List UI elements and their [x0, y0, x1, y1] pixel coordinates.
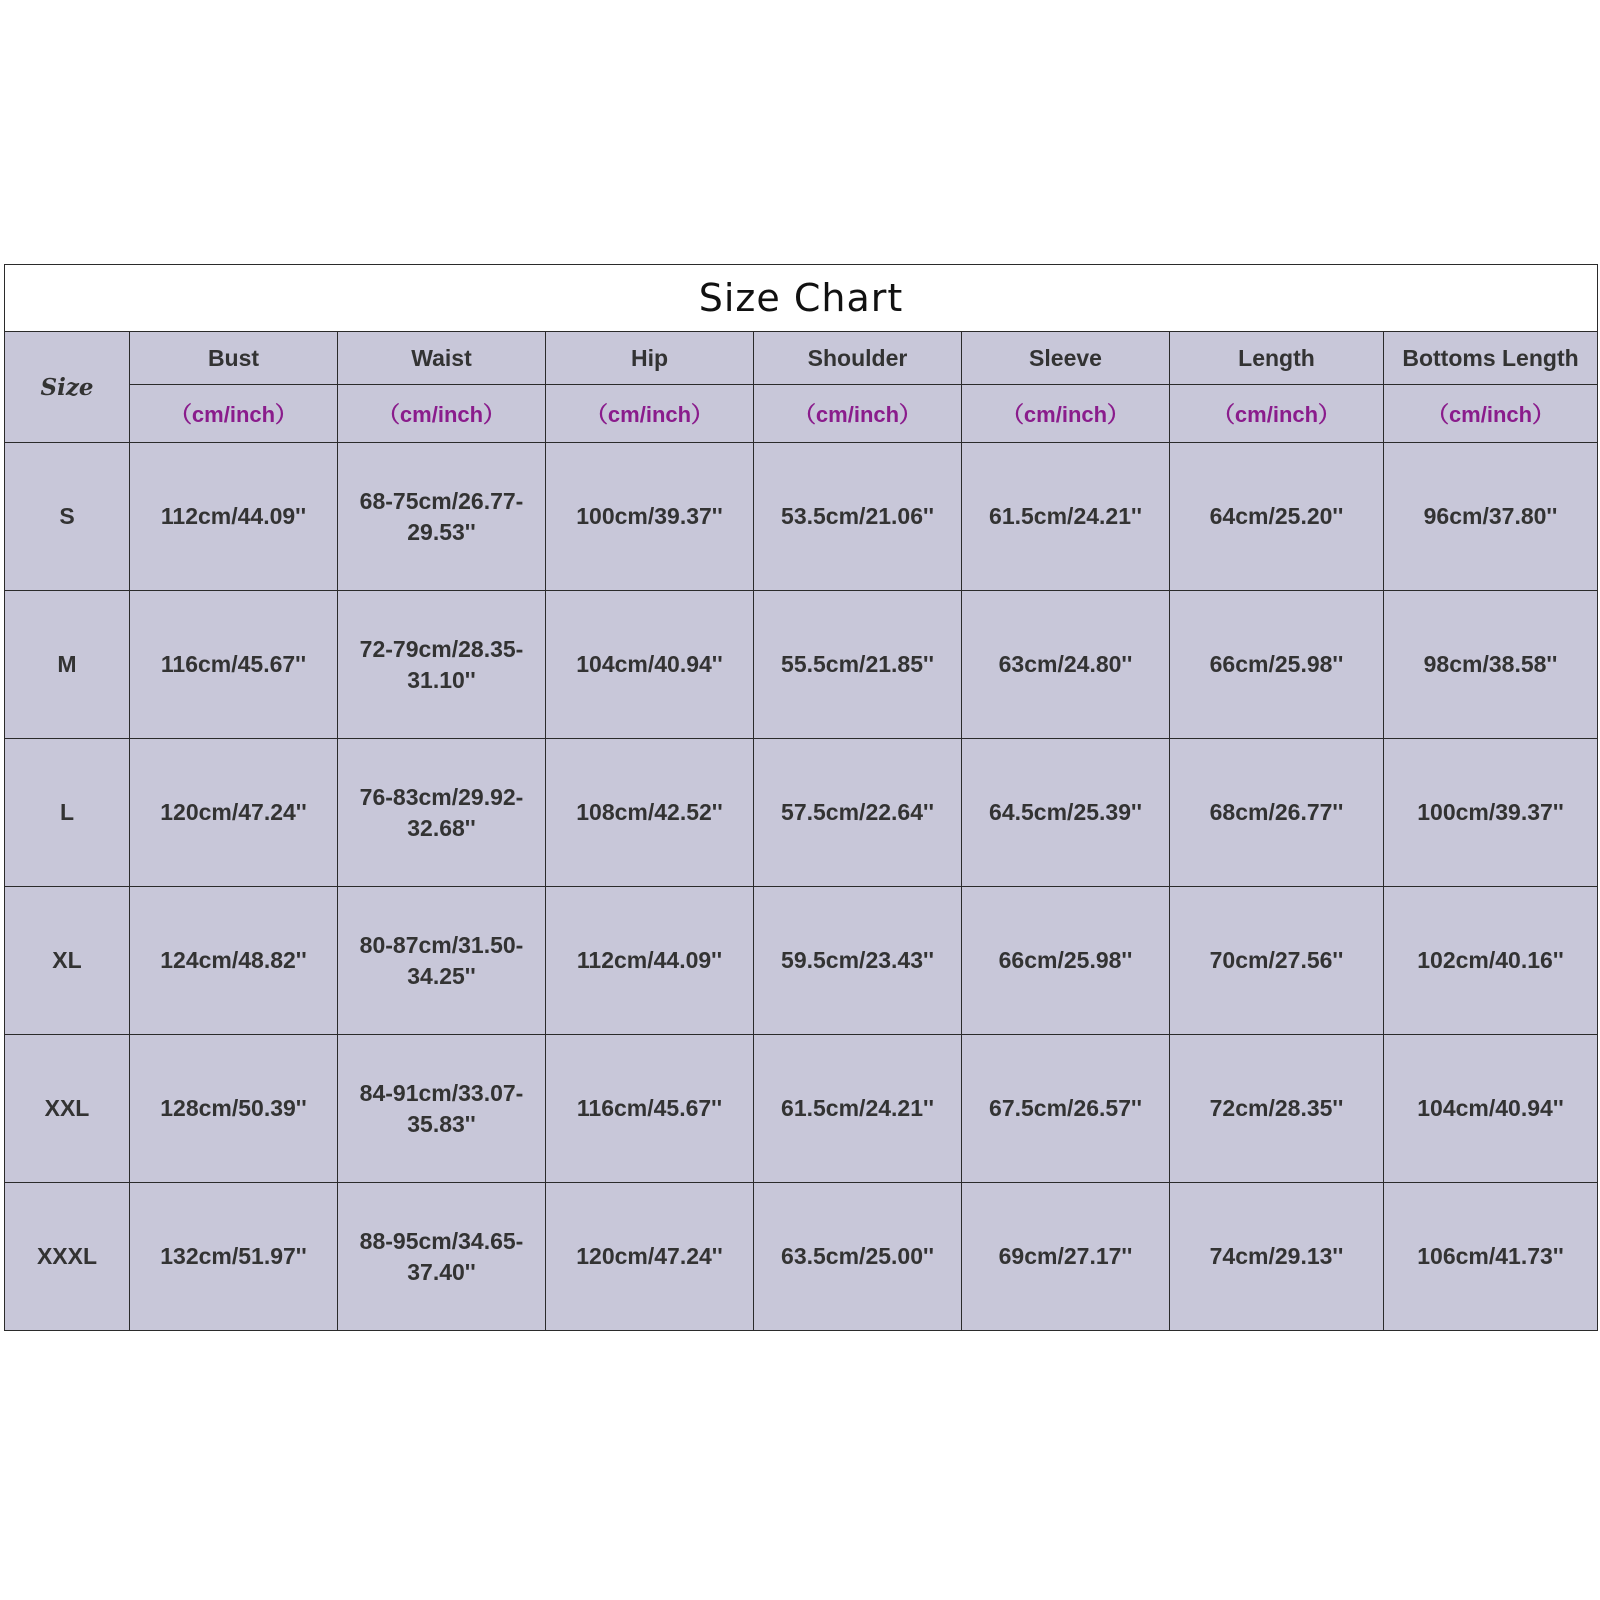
hip-value: 112cm/44.09'': [546, 887, 754, 1035]
table-row-xxl: [5, 1035, 1598, 1183]
shoulder-value: 53.5cm/21.06'': [754, 443, 962, 591]
size-label: M: [5, 591, 130, 739]
sleeve-value: 64.5cm/25.39'': [962, 739, 1170, 887]
unit-label-waist: （cm/inch）: [338, 385, 546, 443]
unit-label-hip: （cm/inch）: [546, 385, 754, 443]
bust-value: 116cm/45.67'': [130, 591, 338, 739]
bust-value: 132cm/51.97'': [130, 1183, 338, 1331]
sleeve-value: 67.5cm/26.57'': [962, 1035, 1170, 1183]
table-row-xl: [5, 887, 1598, 1035]
size-label: XL: [5, 887, 130, 1035]
waist-value: 68-75cm/26.77-29.53'': [338, 443, 546, 591]
bottoms-length-value: 96cm/37.80'': [1384, 443, 1598, 591]
shoulder-value: 55.5cm/21.85'': [754, 591, 962, 739]
size-chart-table: [4, 264, 1598, 1331]
hip-value: 108cm/42.52'': [546, 739, 754, 887]
hip-value: 116cm/45.67'': [546, 1035, 754, 1183]
bottoms-length-value: 106cm/41.73'': [1384, 1183, 1598, 1331]
hip-value: 104cm/40.94'': [546, 591, 754, 739]
chart-title: Size Chart: [5, 265, 1598, 332]
waist-value: 80-87cm/31.50-34.25'': [338, 887, 546, 1035]
bust-value: 124cm/48.82'': [130, 887, 338, 1035]
unit-label-length: （cm/inch）: [1170, 385, 1384, 443]
sleeve-value: 61.5cm/24.21'': [962, 443, 1170, 591]
size-label: XXXL: [5, 1183, 130, 1331]
unit-label-sleeve: （cm/inch）: [962, 385, 1170, 443]
column-header-length: Length: [1170, 332, 1384, 385]
shoulder-value: 59.5cm/23.43'': [754, 887, 962, 1035]
sleeve-value: 69cm/27.17'': [962, 1183, 1170, 1331]
waist-value: 84-91cm/33.07-35.83'': [338, 1035, 546, 1183]
column-header-hip: Hip: [546, 332, 754, 385]
table-row-l: [5, 739, 1598, 887]
column-header-sleeve: Sleeve: [962, 332, 1170, 385]
hip-value: 120cm/47.24'': [546, 1183, 754, 1331]
table-row-xxxl: [5, 1183, 1598, 1331]
length-value: 66cm/25.98'': [1170, 591, 1384, 739]
column-header-waist: Waist: [338, 332, 546, 385]
size-label: L: [5, 739, 130, 887]
unit-label-bottoms-length: （cm/inch）: [1384, 385, 1598, 443]
bottoms-length-value: 102cm/40.16'': [1384, 887, 1598, 1035]
bust-value: 120cm/47.24'': [130, 739, 338, 887]
table-row-m: [5, 591, 1598, 739]
bust-value: 112cm/44.09'': [130, 443, 338, 591]
length-value: 72cm/28.35'': [1170, 1035, 1384, 1183]
size-label: S: [5, 443, 130, 591]
unit-label-bust: （cm/inch）: [130, 385, 338, 443]
shoulder-value: 61.5cm/24.21'': [754, 1035, 962, 1183]
size-label: XXL: [5, 1035, 130, 1183]
waist-value: 72-79cm/28.35-31.10'': [338, 591, 546, 739]
sleeve-value: 63cm/24.80'': [962, 591, 1170, 739]
shoulder-value: 57.5cm/22.64'': [754, 739, 962, 887]
shoulder-value: 63.5cm/25.00'': [754, 1183, 962, 1331]
hip-value: 100cm/39.37'': [546, 443, 754, 591]
table-row-s: [5, 443, 1598, 591]
length-value: 70cm/27.56'': [1170, 887, 1384, 1035]
waist-value: 88-95cm/34.65-37.40'': [338, 1183, 546, 1331]
sleeve-value: 66cm/25.98'': [962, 887, 1170, 1035]
size-column-header: Size: [5, 332, 130, 443]
length-value: 74cm/29.13'': [1170, 1183, 1384, 1331]
column-header-bottoms-length: Bottoms Length: [1384, 332, 1598, 385]
column-header-shoulder: Shoulder: [754, 332, 962, 385]
bottoms-length-value: 98cm/38.58'': [1384, 591, 1598, 739]
bust-value: 128cm/50.39'': [130, 1035, 338, 1183]
length-value: 64cm/25.20'': [1170, 443, 1384, 591]
column-header-bust: Bust: [130, 332, 338, 385]
waist-value: 76-83cm/29.92-32.68'': [338, 739, 546, 887]
length-value: 68cm/26.77'': [1170, 739, 1384, 887]
bottoms-length-value: 104cm/40.94'': [1384, 1035, 1598, 1183]
bottoms-length-value: 100cm/39.37'': [1384, 739, 1598, 887]
unit-label-shoulder: （cm/inch）: [754, 385, 962, 443]
